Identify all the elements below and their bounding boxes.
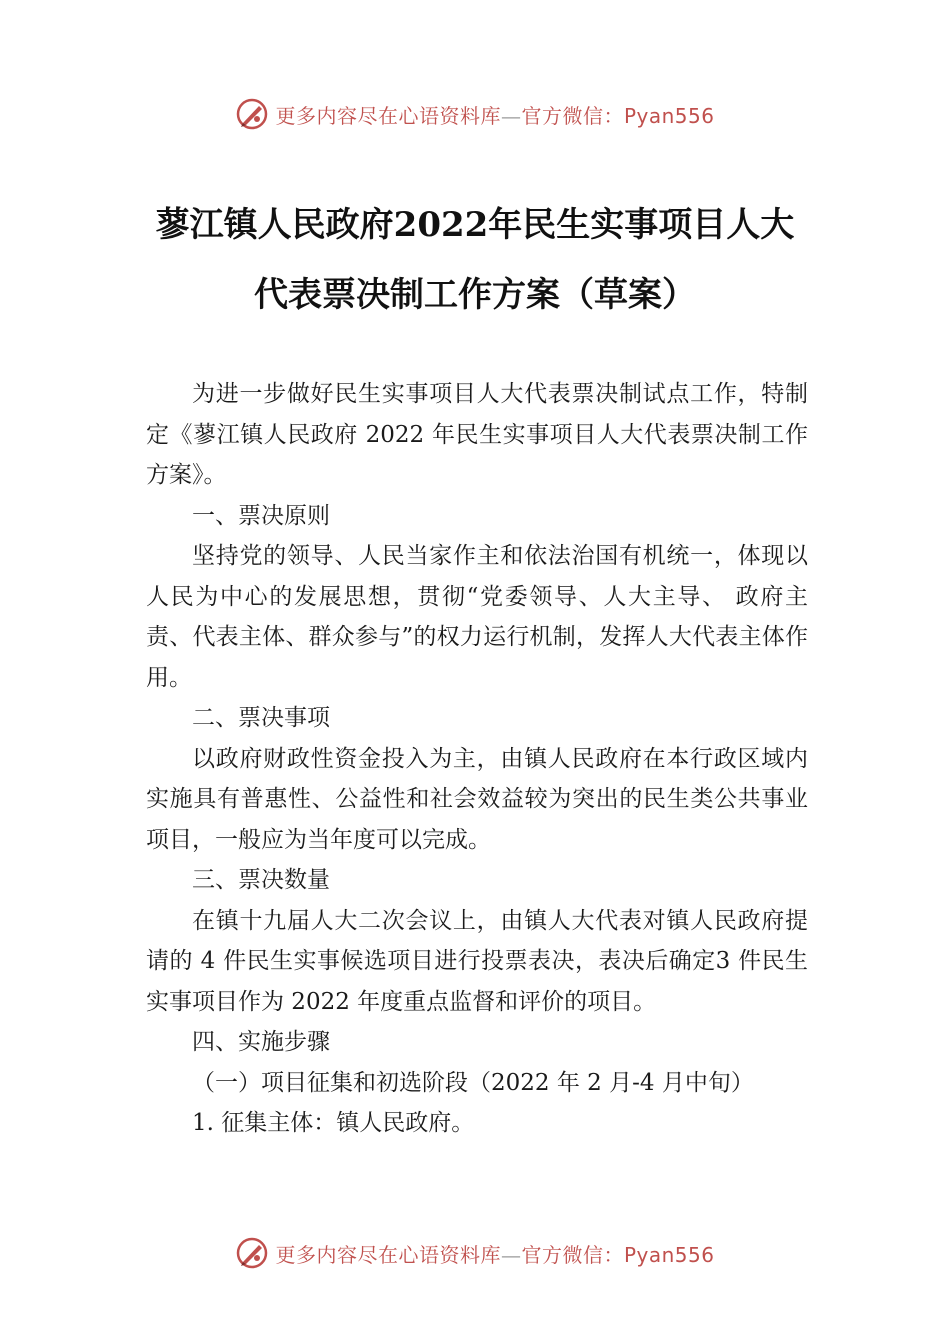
banner-wechat-text: 官方微信：Pyan556 [521, 1242, 715, 1267]
pen-seal-icon [235, 1236, 269, 1270]
subsection-heading-1: （一）项目征集和初选阶段（2022 年 2 月-4 月中旬） [192, 1069, 754, 1096]
banner-dash: — [500, 1242, 522, 1267]
section-heading-2: 二、票决事项 [192, 705, 330, 731]
banner-text [275, 100, 714, 129]
header-banner [0, 94, 950, 134]
banner-main-text: 更多内容尽在心语资料库 [275, 103, 501, 128]
section-heading-1: 一、票决原则 [192, 502, 330, 529]
document-title [120, 190, 830, 330]
banner-main-text: 更多内容尽在心语资料库 [275, 1242, 501, 1267]
title-line-1: 蓼江镇人民政府2022年民生实事项目人大 [155, 205, 795, 245]
section-heading-4: 四、实施步骤 [192, 1029, 330, 1055]
title-line-2: 代表票决制工作方案（草案） [254, 275, 696, 315]
section-heading-3: 三、票决数量 [192, 867, 330, 893]
document-body [146, 374, 808, 1144]
section-paragraph-2: 以政府财政性资金投入为主，由镇人民政府在本行政区域内实施具有普惠性、公益性和社会效益较为突出的民生类公共事业项目，一般应为当年度可以完成。 [146, 745, 808, 853]
banner-text [275, 1239, 714, 1268]
section-paragraph-3: 在镇十九届人大二次会议上，由镇人大代表对镇人民政府提请的 4 件民生实事候选项目进行投票表决，表决后确定3 件民生实事项目作为 2022 年度重点监督和评价的项目。 [146, 907, 808, 1015]
list-item-1: 1. 征集主体：镇人民政府。 [192, 1110, 475, 1136]
pen-seal-icon [235, 97, 269, 131]
footer-banner [0, 1233, 950, 1273]
intro-paragraph: 为进一步做好民生实事项目人大代表票决制试点工作，特制定《蓼江镇人民政府 2022 年民生实事项目人大代表票决制工作方案》。 [146, 381, 808, 488]
section-paragraph-1: 坚持党的领导、人民当家作主和依法治国有机统一，体现以人民为中心的发展思想，贯彻“党委领导、人大主导、 政府主责、代表主体、群众参与”的权力运行机制，发挥人大代表主体作用。 [146, 543, 808, 691]
banner-dash: — [500, 103, 522, 128]
banner-wechat-text: 官方微信：Pyan556 [521, 103, 715, 128]
